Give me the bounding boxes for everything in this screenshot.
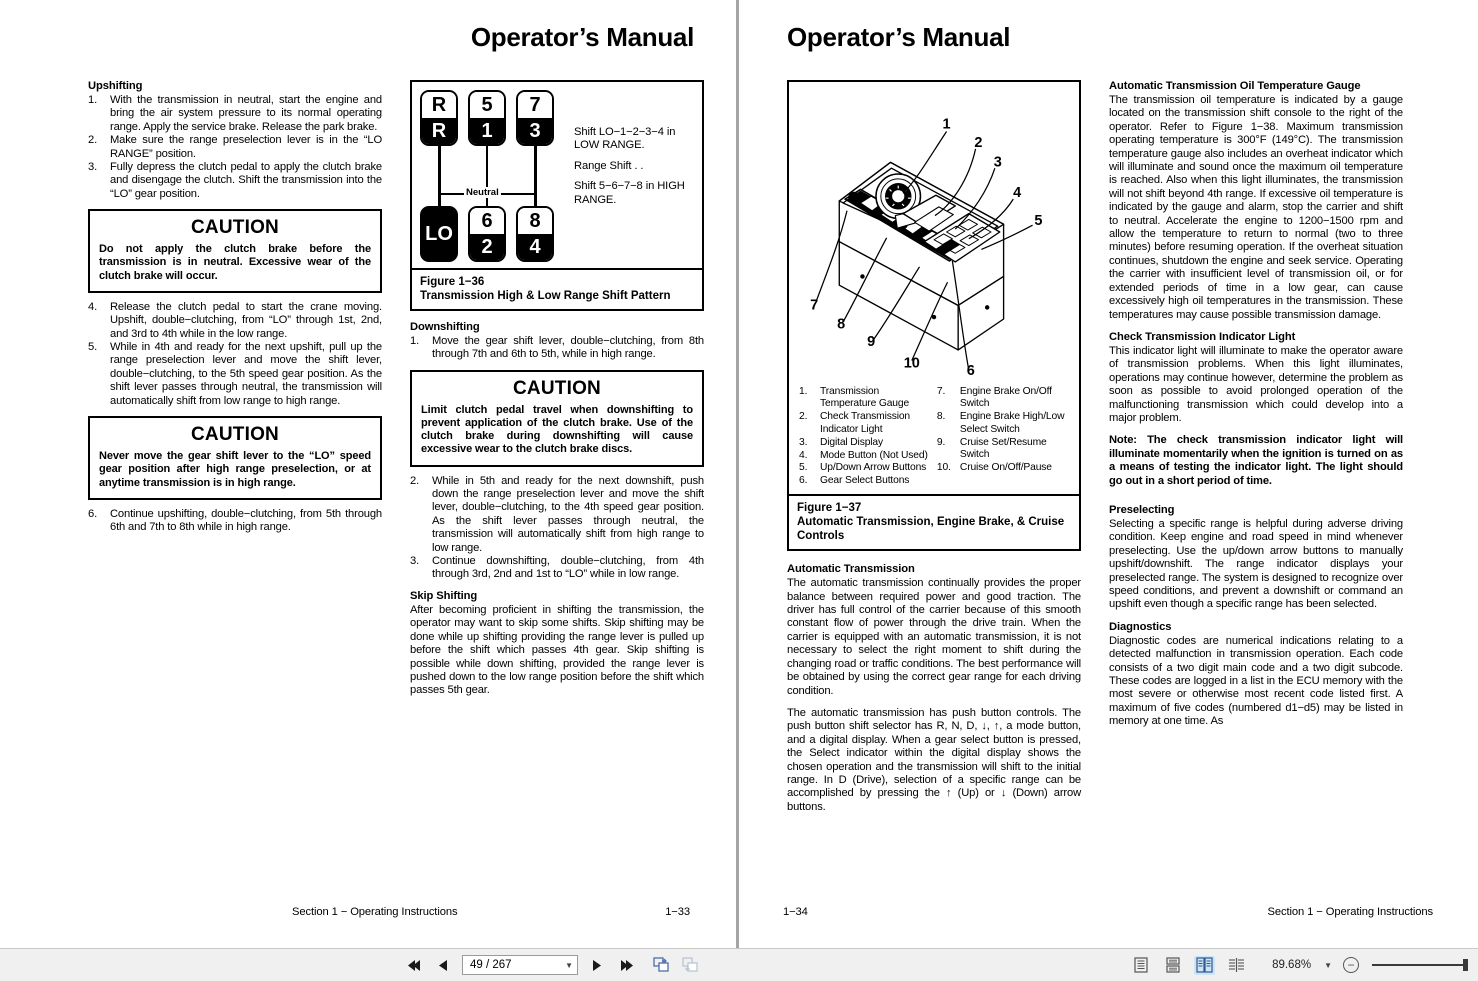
shift-pattern-diagram (420, 90, 560, 262)
list-number: 6. (88, 507, 98, 520)
legend-number: 5. (799, 462, 808, 474)
first-page-button[interactable] (404, 955, 424, 975)
caution-box-1 (88, 209, 382, 293)
gear-lower-label: 4 (518, 234, 552, 260)
heading-oil-temperature-gauge: Automatic Transmission Oil Temperature Gauge (1109, 80, 1361, 92)
list-text: Continue downshifting, double−clutching, from 4th through 3rd, 2nd and 1st to “LO” while in low range. (432, 555, 704, 581)
figure-caption (789, 494, 1079, 549)
figure-1-37 (787, 80, 1081, 551)
shift-note: Shift LO−1−2−3−4 in LOW RANGE. (574, 126, 676, 152)
list-number: 3. (88, 161, 98, 174)
figure-caption (412, 268, 702, 309)
page-title-right: Operator’s Manual (787, 22, 1011, 52)
shift-note: Shift 5−6−7−8 in HIGH RANGE. (574, 180, 685, 206)
heading-automatic-transmission: Automatic Transmission (787, 563, 915, 576)
heading-skip-shifting: Skip Shifting (410, 589, 478, 602)
legend-number: 8. (936, 411, 946, 423)
callout-2: 2 (974, 134, 983, 151)
chevron-down-icon[interactable]: ▼ (565, 960, 573, 970)
list-text: Fully depress the clutch pedal to apply the clutch brake and disengage the clutch. Shift the transmission into the “LO” gear position. (110, 161, 382, 200)
diagnostics-text: Diagnostic codes are numerical indications relating to a detected malfunction in transmission operation. Each code consists of a two digit main code and a two digit subcode. These codes are logged in a list in the ECU memory with the most severe or otherwise most recent code listed first. A maximum of five codes (numbered d1−d5) may be listed in memory at one time. As (1109, 634, 1403, 728)
list-item (410, 555, 704, 582)
legend-text: Digital Display (820, 436, 883, 448)
previous-page-button[interactable] (433, 955, 453, 975)
legend-text: Engine Brake High/Low Select Switch (959, 411, 1065, 435)
gear-button-7-3 (516, 90, 554, 146)
gear-button-5-1 (468, 90, 506, 146)
footer-page-number-left: 1−33 (665, 906, 690, 918)
gear-upper-label: 8 (518, 208, 552, 234)
legend-number: 3. (799, 436, 808, 448)
view-mode-continuous-icon[interactable] (1162, 956, 1183, 975)
callout-3: 3 (993, 154, 1002, 171)
list-number: 1. (88, 94, 98, 106)
gear-button-8-4 (516, 206, 554, 262)
figure-number: Figure 1−37 (797, 502, 862, 515)
list-item (88, 508, 382, 535)
right-page-column-2 (1109, 80, 1403, 823)
list-text: While in 5th and ready for the next downshift, push down the range preselection lever and move the shift lever, double−clutching, to the 4th speed gear position. As the shift lever passes through neutral, the transmission will automatically shift from high range to low range. (432, 474, 704, 554)
callout-5: 5 (1034, 213, 1043, 230)
gear-button-lo (420, 206, 458, 262)
callout-6: 6 (966, 363, 975, 380)
legend-number: 2. (799, 411, 808, 423)
footer-section-right: Section 1 − Operating Instructions (1267, 906, 1433, 918)
list-item (410, 335, 704, 362)
page-title-left: Operator’s Manual (470, 22, 694, 52)
legend-item (799, 450, 937, 462)
gear-upper-label: R (422, 92, 456, 118)
previous-view-icon[interactable] (651, 955, 671, 975)
list-item (88, 301, 382, 341)
upshifting-list-part3 (88, 508, 382, 535)
legend-column-2 (937, 386, 1073, 488)
caution-title: CAUTION (513, 377, 601, 399)
check-transmission-text: This indicator light will illuminate to make the operator aware of transmission problems. When this light illuminates, operations may continue however, determine the problem as soon as possible to avoid prolonged operation of the malfunctioning transmission which could develop into a major problem. (1109, 344, 1403, 424)
left-page-column-2 (410, 80, 704, 707)
legend-column-1 (799, 386, 937, 488)
gear-upper-label: 6 (470, 208, 504, 234)
list-number: 2. (88, 134, 98, 147)
view-mode-two-page-icon[interactable] (1194, 956, 1215, 975)
shift-note: Range Shift . . (574, 159, 644, 172)
next-view-icon[interactable] (680, 955, 700, 975)
pdf-page-right (739, 0, 1475, 948)
list-number: 3. (410, 555, 420, 568)
list-text: Release the clutch pedal to start the crane moving. Upshift, double−clutching, from “LO” through 1st, 2nd, and 3rd to 4th while in the low range. (110, 300, 382, 340)
gear-lower-label: 1 (470, 118, 504, 144)
shift-pattern-notes (574, 90, 694, 214)
legend-text: Gear Select Buttons (820, 475, 910, 487)
legend-text: Transmission Temperature Gauge (820, 386, 910, 410)
list-text: Move the gear shift lever, double−clutching, from 8th through 7th and 6th to 5th, while in high range. (432, 335, 704, 361)
legend-item (937, 411, 1073, 436)
zoom-level-label: 89.68% (1272, 959, 1312, 971)
list-item (410, 475, 704, 555)
upshifting-list-part1 (88, 94, 382, 201)
list-item (88, 134, 382, 161)
oil-temperature-text: The transmission oil temperature is indicated by a gauge located on the transmission shift console to the right of the operator. Refer to Figure 1−38. Maximum transmission operating temperature is 300°F (149°C). The transmission temperature gauge also includes an overheat indicator which will illuminate and sound once the maximum oil temperature is reached. Also when this light illuminates, the transmission will not shift beyond 4th range. If excessive oil temperature is indicated by the gauge and alarm, stop the carrier and shift to neutral. Accelerate the engine to 1200−1500 rpm and allow the temperature to return to normal (two to three minutes) before resuming operation. If the overheat situation continues, shutdown the engine and seek service. Operating the carrier with insufficient level of transmission oil, or for extended periods of time in a low gear, can cause excessively high oil temperatures in the transmission. These temperatures may cause possible transmission damage. (1109, 94, 1403, 321)
heading-downshifting: Downshifting (410, 321, 480, 333)
gear-lower-label: 3 (518, 118, 552, 144)
legend-number: 10. (936, 461, 951, 473)
list-item (88, 94, 382, 134)
callout-7: 7 (810, 297, 819, 314)
zoom-slider-knob[interactable] (1463, 959, 1468, 971)
legend-item (799, 462, 937, 474)
console-illustration (789, 82, 1079, 382)
left-page-column-1 (88, 80, 382, 707)
list-text: While in 4th and ready for the next upshift, pull up the range preselection lever and move the shift lever, double−clutching, to the 5th speed gear position. As the shift lever passes through neutral, the transmission will automatically shift from low range to high range. (110, 341, 382, 407)
downshifting-list-part2 (410, 475, 704, 582)
page-navigation-group (404, 955, 700, 975)
figure-1-37-legend (789, 382, 1079, 494)
legend-item (799, 411, 937, 436)
gear-upper-label: 7 (518, 92, 552, 118)
last-page-button[interactable] (616, 955, 636, 975)
callout-9: 9 (867, 334, 876, 351)
legend-item (799, 437, 937, 449)
neutral-label: Neutral (466, 187, 499, 198)
legend-item (937, 462, 1073, 474)
gear-lo-label: LO (425, 222, 453, 245)
check-transmission-note: Note: The check transmission indicator light will illuminate momentarily when the ignition is turned on as a means of testing the indicator light. The light should go out in a short period of time. (1109, 434, 1403, 487)
downshifting-list-part1 (410, 335, 704, 362)
list-number: 1. (410, 335, 420, 347)
list-text: With the transmission in neutral, start the engine and bring the air system pressure to its normal operating range. Apply the service brake. Release the park brake. (110, 94, 382, 133)
upshifting-list-part2 (88, 301, 382, 408)
page-indicator-value: 49 / 267 (470, 959, 512, 971)
legend-text: Engine Brake On/Off Switch (959, 386, 1052, 410)
gear-button-r (420, 90, 458, 146)
callout-8: 8 (837, 316, 846, 333)
caution-title: CAUTION (191, 424, 279, 446)
pdf-page-left (0, 0, 739, 948)
footer-section-left: Section 1 − Operating Instructions (292, 906, 458, 918)
caution-box-2 (88, 416, 382, 500)
zoom-slider[interactable] (1372, 964, 1468, 966)
right-page-column-1 (787, 80, 1081, 823)
list-item (88, 161, 382, 201)
heading-upshifting: Upshifting (88, 80, 143, 92)
callout-1: 1 (942, 116, 951, 133)
legend-number: 7. (936, 386, 946, 397)
legend-number: 9. (936, 436, 946, 448)
gear-upper-label: 5 (470, 92, 504, 118)
legend-item (937, 437, 1073, 462)
figure-1-36 (410, 80, 704, 311)
legend-text: Up/Down Arrow Buttons (820, 462, 927, 474)
figure-title: Transmission High & Low Range Shift Pattern (420, 290, 671, 302)
callout-10: 10 (903, 355, 920, 372)
legend-number: 4. (799, 449, 808, 461)
list-text: Continue upshifting, double−clutching, from 5th through 6th and 7th to 8th while in high range. (110, 507, 382, 534)
legend-item (799, 386, 937, 411)
list-text: Make sure the range preselection lever is in the “LO RANGE” position. (110, 134, 382, 160)
automatic-transmission-paragraph-1: The automatic transmission continually provides the proper balance between required power and good traction. The driver has full control of the carrier because of this smooth constant flow of power through the drive train. When the carrier is equipped with an automatic transmission, it is not necessary to select the right moment to shift during the changing road or traffic conditions. The best performance will be obtained by using the correct gear range for each driving condition. (787, 577, 1081, 697)
skip-shifting-text: After becoming proficient in shifting the transmission, the operator may want to skip some shifts. Skip shifting may be done while up shifting providing the range lever is pulled up before the shift which passes 4th gear. Skip shifting is possible while down shifting, provided the range lever is pushed down to the low range position before the shift which passes 5th gear. (410, 603, 704, 697)
legend-text: Mode Button (Not Used) (820, 449, 928, 461)
list-number: 5. (88, 341, 98, 354)
caution-text: Limit clutch pedal travel when downshifting to prevent application of the clutch brake. Use of the clutch brake during downshifting will cause excessive wear to the clutch brake discs. (421, 403, 693, 456)
caution-box-3 (410, 370, 704, 467)
legend-text: Cruise Set/Resume Switch (959, 436, 1047, 461)
legend-number: 1. (799, 386, 808, 397)
page-number-input[interactable] (462, 955, 578, 975)
figure-number: Figure 1−36 (420, 276, 485, 288)
legend-number: 6. (799, 475, 808, 487)
figure-title: Automatic Transmission, Engine Brake, & Cruise Controls (797, 516, 1065, 543)
gear-button-6-2 (468, 206, 506, 262)
next-page-button[interactable] (587, 955, 607, 975)
view-and-zoom-group (1130, 956, 1470, 975)
caution-title: CAUTION (191, 217, 279, 239)
caution-text: Never move the gear shift lever to the “LO” speed gear position after high range preselection, or at anytime transmission is in high range. (99, 450, 371, 489)
view-mode-book-icon[interactable] (1226, 956, 1247, 975)
heading-diagnostics: Diagnostics (1109, 620, 1172, 633)
gear-lower-label: R (422, 118, 456, 144)
caution-text: Do not apply the clutch brake before the transmission is in neutral. Excessive wear of the clutch brake will occur. (99, 243, 371, 282)
viewer-toolbar (0, 948, 1478, 981)
view-mode-single-page-icon[interactable] (1130, 956, 1151, 975)
footer-page-number-right: 1−34 (783, 906, 808, 918)
legend-text: Cruise On/Off/Pause (959, 461, 1052, 473)
preselecting-text: Selecting a specific range is helpful during adverse driving condition. Keep engine and road speed in mind whenever preselecting. Use the up/down arrow buttons to manually upshift/downshift. The range indicator displays your preselected range. The system is designed to recognize over speed conditions, and prevent a downshift or command an upshift even though a specific range has been selected. (1109, 517, 1403, 611)
callout-4: 4 (1013, 185, 1022, 202)
automatic-transmission-paragraph-2: The automatic transmission has push button controls. The push button shift selector has R, N, D, ↓, ↑, a mode button, and a digital display. When a gear select button is pressed, the Select indicator within the digital display shows the chosen operation and the transmission will shift to the initial range. In D (Drive), selection of a specific range can be accomplished by pressing the ↑ (Up) or ↓ (Down) arrow buttons. (787, 706, 1081, 813)
zoom-out-button[interactable]: − (1343, 957, 1359, 973)
list-item (88, 341, 382, 408)
legend-item (799, 475, 937, 487)
list-number: 2. (410, 474, 420, 487)
list-number: 4. (88, 300, 98, 313)
legend-item (937, 386, 1073, 411)
zoom-chevron-down-icon[interactable]: ▼ (1324, 960, 1332, 970)
heading-check-transmission-light: Check Transmission Indicator Light (1109, 330, 1296, 343)
gear-lower-label: 2 (470, 234, 504, 260)
legend-text: Check Transmission Indicator Light (820, 411, 911, 435)
heading-preselecting: Preselecting (1109, 503, 1175, 516)
